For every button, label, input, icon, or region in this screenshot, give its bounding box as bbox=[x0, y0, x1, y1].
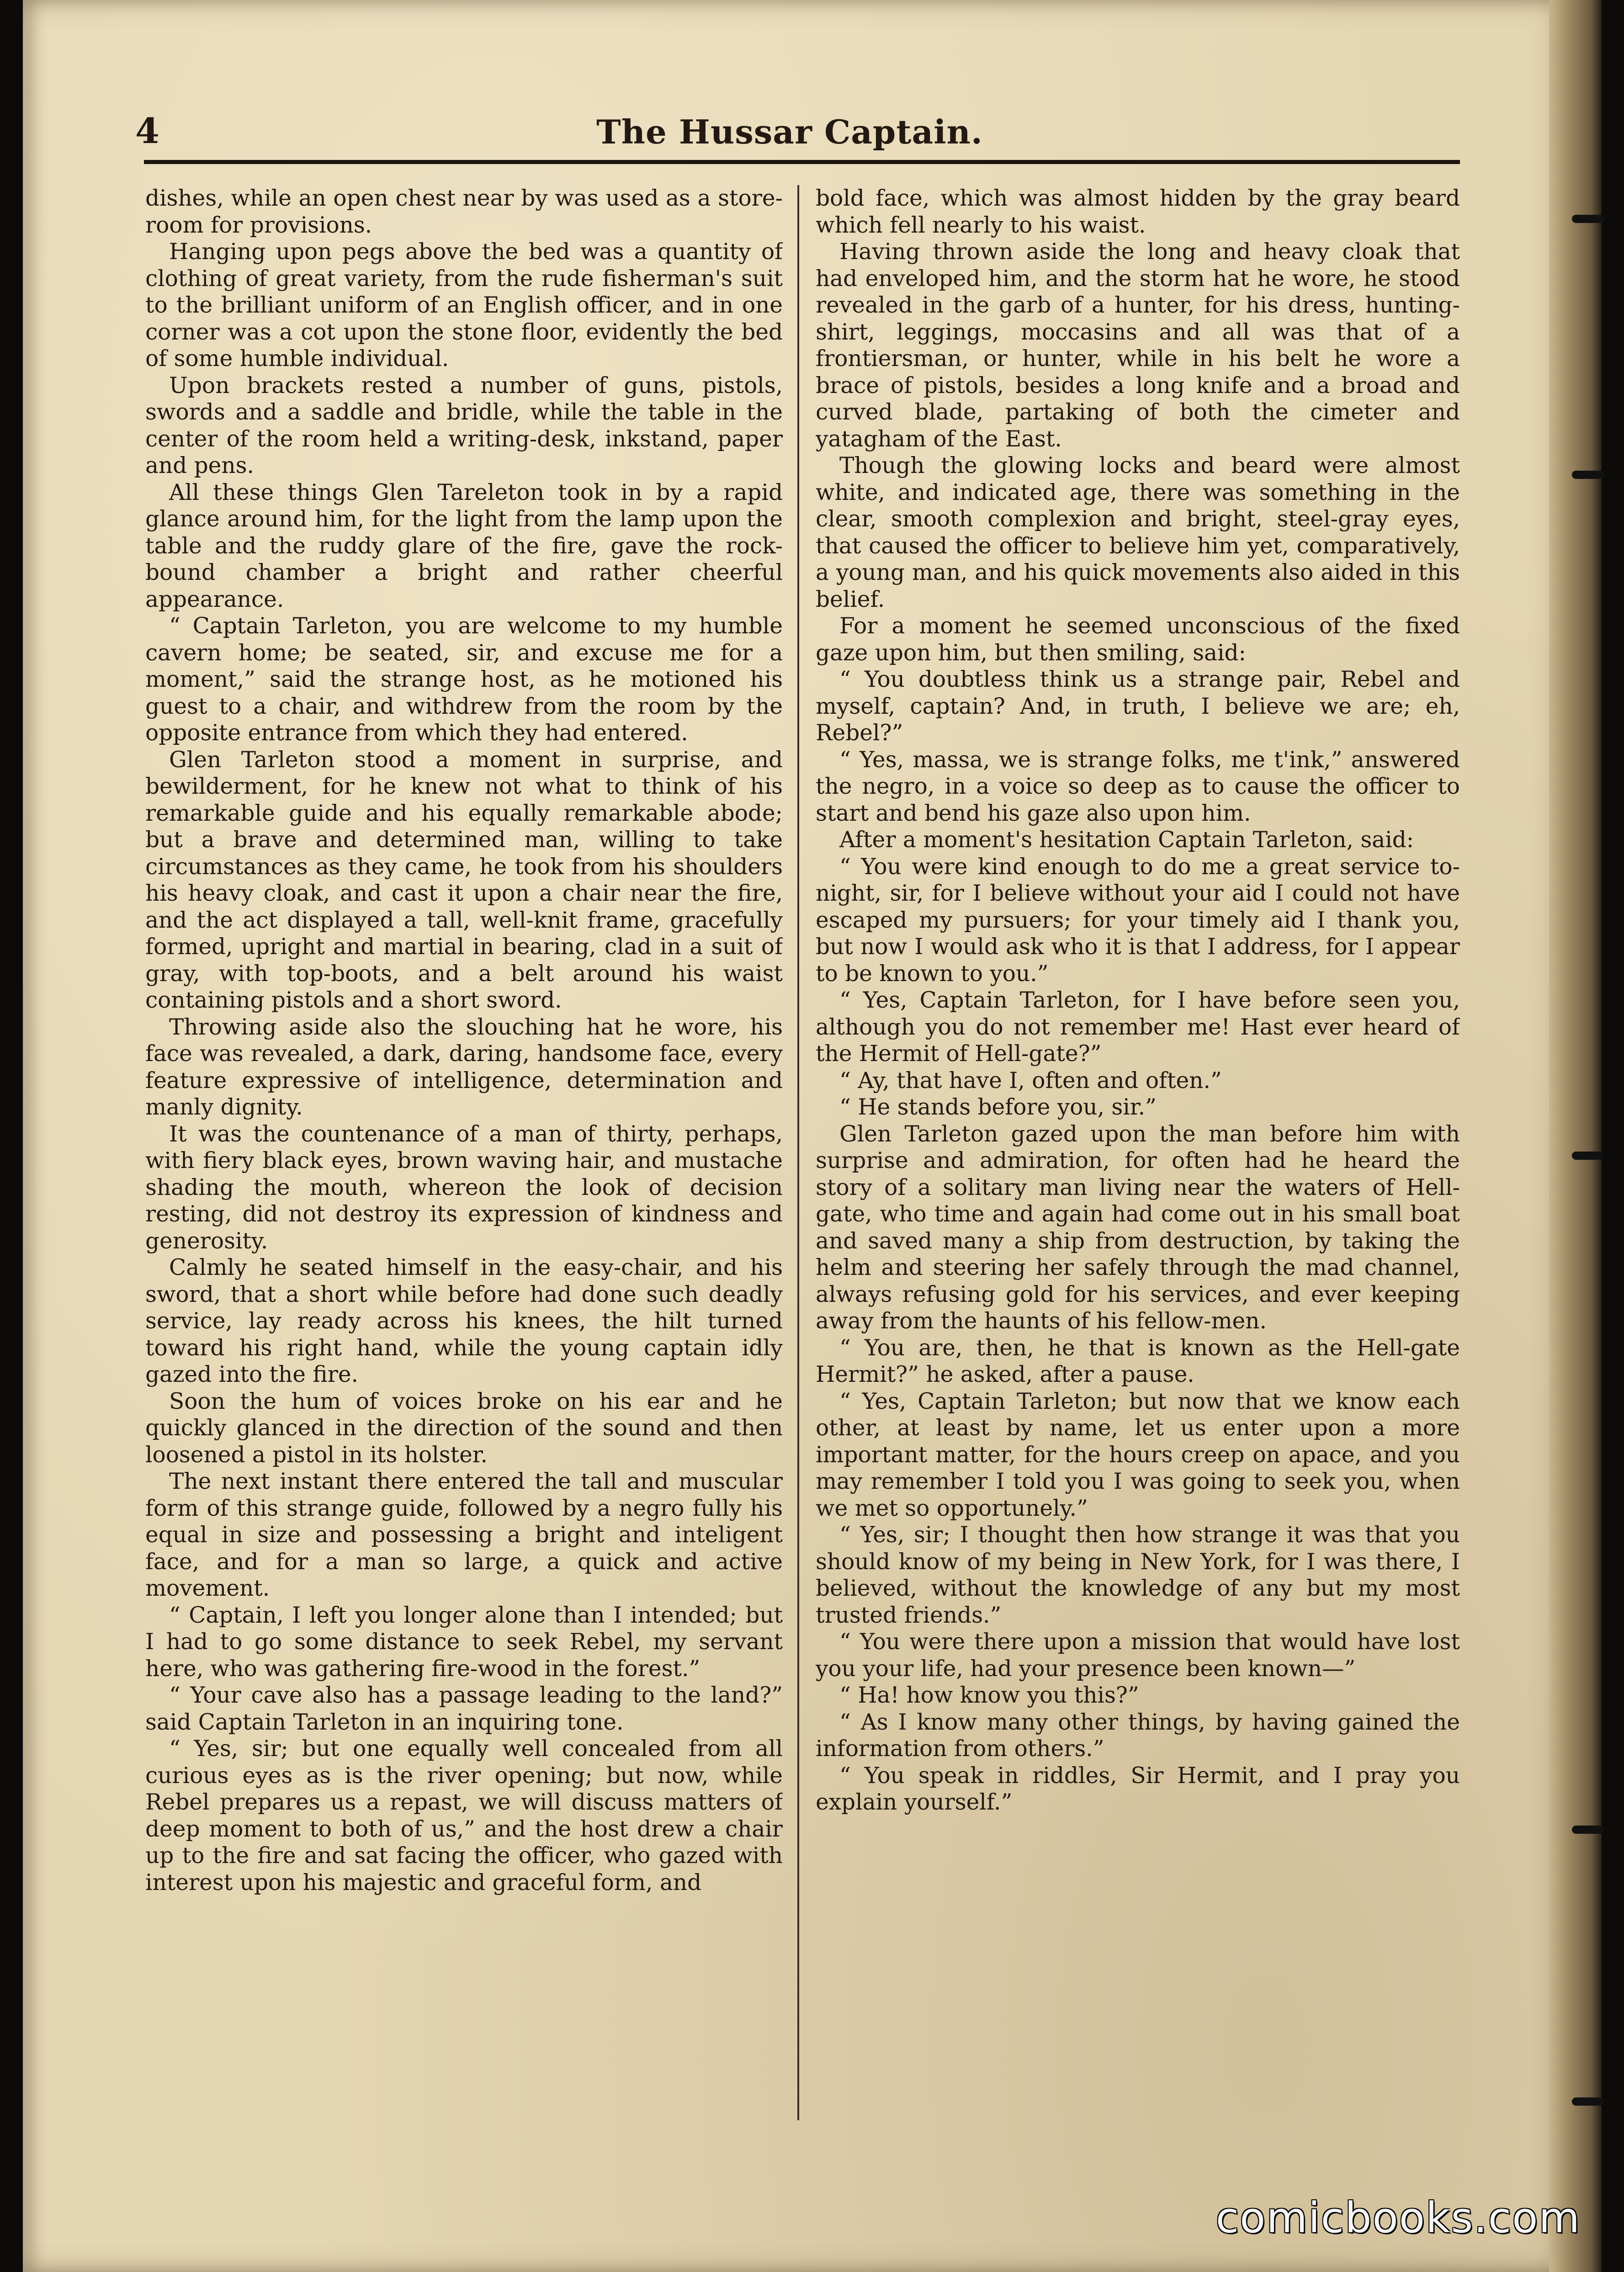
paragraph: Calmly he seated himself in the easy-chair, and his sword, that a short while before had done such deadly service, lay ready across his knees, the hilt turned toward his right hand, while the young captain idly gazed into the fire. bbox=[145, 1255, 783, 1387]
paragraph: “ Your cave also has a passage leading to the land?” said Captain Tarleton in an inquiring tone. bbox=[145, 1683, 783, 1735]
paragraph: Glen Tarleton gazed upon the man before him with surprise and admiration, for often had he heard the story of a solitary man living near the waters of Hell-gate, who time and again had come out in his small boat and saved many a ship from destruction, by taking the helm and steering her safely through the mad channel, always refusing gold for his services, and ever keeping away from the haunts of his fellow-men. bbox=[816, 1121, 1460, 1334]
paragraph: “ Yes, sir; but one equally well concealed from all curious eyes as is the river opening; but now, while Rebel prepares us a repast, we will discuss matters of deep moment to both of us,” and the host drew a chair up to the fire and sat facing the officer, who gazed with interest upon his majestic and graceful form, and bbox=[145, 1736, 783, 1895]
paragraph: “ You doubtless think us a strange pair, Rebel and myself, captain? And, in truth, I believe we are; eh, Rebel?” bbox=[816, 667, 1460, 746]
paragraph: After a moment's hesitation Captain Tarleton, said: bbox=[839, 827, 1414, 853]
paragraph: Upon brackets rested a number of guns, pistols, swords and a saddle and bridle, while the table in the center of the room held a writing-desk, inkstand, paper and pens. bbox=[145, 372, 783, 478]
paragraph: Soon the hum of voices broke on his ear and he quickly glanced in the direction of the sound and then loosened a pistol in its holster. bbox=[145, 1388, 783, 1468]
paragraph: Having thrown aside the long and heavy cloak that had enveloped him, and the storm hat he wore, he stood revealed in the garb of a hunter, for his dress, hunting-shirt, leggings, moccasins and all was that of a frontiersman, or hunter, while in his belt he wore a brace of pistols, besides a long knife and a broad and curved blade, partaking of both the cimeter and yatagham of the East. bbox=[816, 239, 1460, 452]
paragraph: “ Ay, that have I, often and often.” bbox=[839, 1067, 1222, 1094]
staple-mark bbox=[1572, 2097, 1604, 2106]
page-number: 4 bbox=[135, 111, 159, 151]
paragraph: Hanging upon pegs above the bed was a quantity of clothing of great variety, from the rude fisherman's suit to the brilliant uniform of an English officer, and in one corner was a cot upon the stone floor, evidently the bed of some humble individual. bbox=[145, 239, 783, 372]
staple-mark bbox=[1572, 1152, 1604, 1160]
paragraph: “ Captain, I left you longer alone than I intended; but I had to go some distance to seek Rebel, my servant here, who was gathering fire-wood in the forest.” bbox=[145, 1602, 783, 1682]
paragraph: “ Yes, Captain Tarleton; but now that we know each other, at least by name, let us enter upon a more important matter, for the hours creep on apace, and you may remember I told you I was going to seek you, when we met so opportunely.” bbox=[816, 1388, 1460, 1521]
paragraph: “ You speak in riddles, Sir Hermit, and I pray you explain yourself.” bbox=[816, 1762, 1460, 1815]
left-column bbox=[145, 185, 783, 2159]
column-divider bbox=[797, 185, 799, 2120]
paragraph: Throwing aside also the slouching hat he wore, his face was revealed, a dark, daring, handsome face, every feature expressive of intelligence, determination and manly dignity. bbox=[145, 1014, 783, 1120]
paragraph: “ Captain Tarleton, you are welcome to my humble cavern home; be seated, sir, and excuse me for a moment,” said the strange host, as he motioned his guest to a chair, and withdrew from the room by the opposite entrance from which they had entered. bbox=[145, 613, 783, 746]
paragraph: “ You were kind enough to do me a great service to-night, sir, for I believe without your aid I could not have escaped my pursuers; for your timely aid I thank you, but now I would ask who it is that I address, for I appear to be known to you.” bbox=[816, 854, 1460, 987]
paragraph: For a moment he seemed unconscious of the fixed gaze upon him, but then smiling, said: bbox=[816, 613, 1460, 666]
right-column bbox=[816, 185, 1460, 2159]
paragraph: Glen Tarleton stood a moment in surprise, and bewilderment, for he knew not what to think of his remarkable guide and his equally remarkable abode; but a brave and determined man, willing to take circumstances as they came, he took from his shoulders his heavy cloak, and cast it upon a chair near the fire, and the act displayed a tall, well-knit frame, gracefully formed, upright and martial in bearing, clad in a suit of gray, with top-boots, and a belt around his waist containing pistols and a short sword. bbox=[145, 747, 783, 1013]
binding-spine bbox=[1549, 0, 1602, 2272]
running-title: The Hussar Captain. bbox=[596, 112, 983, 151]
paragraph: “ He stands before you, sir.” bbox=[839, 1094, 1157, 1120]
paragraph: dishes, while an open chest near by was used as a store-room for provisions. bbox=[145, 186, 783, 238]
staple-mark bbox=[1572, 471, 1604, 479]
staple-mark bbox=[1572, 1826, 1604, 1834]
paragraph: It was the countenance of a man of thirty, perhaps, with fiery black eyes, brown waving hair, and mustache shading the mouth, whereon the look of decision resting, did not destroy its expression of kindness and generosity. bbox=[145, 1121, 783, 1254]
paragraph: All these things Glen Tareleton took in by a rapid glance around him, for the light from the lamp upon the table and the ruddy glare of the fire, gave the rock-bound chamber a bright and rather cheerful appearance. bbox=[145, 479, 783, 612]
paragraph: bold face, which was almost hidden by the gray beard which fell nearly to his waist. bbox=[816, 186, 1460, 238]
paragraph: Though the glowing locks and beard were almost white, and indicated age, there was something in the clear, smooth complexion and bright, steel-gray eyes, that caused the officer to believe him yet, comparatively, a young man, and his quick movements also aided in this belief. bbox=[816, 453, 1460, 612]
paragraph: “ Ha! how know you this?” bbox=[839, 1683, 1139, 1708]
paragraph: “ Yes, sir; I thought then how strange it was that you should know of my being in New York, for I was there, I believed, without the knowledge of any but my most trusted friends.” bbox=[816, 1522, 1460, 1628]
watermark: comicbooks.com bbox=[1215, 2193, 1581, 2242]
paragraph: “ Yes, massa, we is strange folks, me t'ink,” answered the negro, in a voice so deep as to cause the officer to start and bend his gaze also upon him. bbox=[816, 747, 1460, 826]
paragraph: The next instant there entered the tall and muscular form of this strange guide, followed by a negro fully his equal in size and possessing a bright and inteligent face, and for a man so large, a quick and active movement. bbox=[145, 1469, 783, 1601]
paragraph: “ As I know many other things, by having gained the information from others.” bbox=[816, 1709, 1460, 1762]
paragraph: “ You are, then, he that is known as the Hell-gate Hermit?” he asked, after a pause. bbox=[816, 1335, 1460, 1387]
paragraph: “ Yes, Captain Tarleton, for I have before seen you, although you do not remember me! Hast ever heard of the Hermit of Hell-gate?” bbox=[816, 987, 1460, 1067]
paragraph: “ You were there upon a mission that would have lost you your life, had your presence been known—” bbox=[816, 1629, 1460, 1682]
header-rule bbox=[144, 160, 1460, 164]
staple-mark bbox=[1572, 215, 1604, 223]
page-header bbox=[113, 101, 1466, 161]
